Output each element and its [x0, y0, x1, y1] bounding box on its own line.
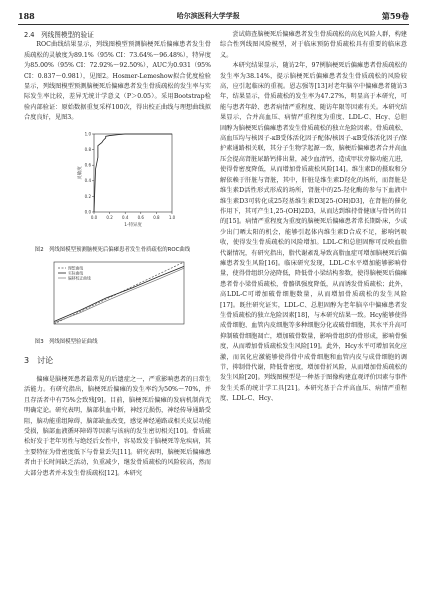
roc-chart	[24, 128, 211, 240]
discussion-paragraph: 偏瘫是脑梗死患者最常见的后遗症之一，严重影响患者的日常生活能力。有研究指出，脑梗死后偏瘫的发生率约为50%～70%，并且存活者中有75%会致残[9]。目前，脑梗死后偏瘫的发病机制尚无明确定论。研究表明，脑部供血中断，神经元损伤，神经传导通路受阻，脑功能重组障碍，脑部缺血改变，感觉神经通路或相关皮层功能受损，脑部血液循环障碍等因素与该病的发生密切相关[10]。骨质疏松好发于老年男性与绝经后女性中，容易致发于脑梗死等危疾病，其主要特征为骨密度低下与骨量丢失[11]。研究表明，脑梗死后偏瘫患者由于长时间缺乏活动，负重减少，继发骨质疏松的风险较高，然而大部分患者并未发生骨质疏松[12]。本研究	[24, 375, 211, 477]
section-3-heading: 3 讨论	[24, 356, 54, 366]
roc-y-tick-label: 0.4	[84, 177, 91, 183]
roc-y-axis-label: 灵敏度	[78, 166, 83, 180]
figure-2-caption: 图2 列线图模型预测脑梗死后偏瘫患者发生骨质疏松的ROC曲线	[34, 247, 191, 254]
journal-title: 哈尔滨医科大学学报	[176, 12, 240, 20]
calibration-legend-label: 理想曲线	[68, 265, 84, 271]
roc-x-tick-label: 0.8	[153, 214, 160, 220]
page-header	[18, 9, 409, 23]
right-column	[220, 30, 407, 405]
roc-y-tick-label: 0.8	[84, 146, 91, 152]
left-column	[24, 30, 211, 479]
right-paragraph-1: 尝试筛查脑梗死后偏瘫患者发生骨质疏松的高危风险人群，构建综合性列线图风险模型，对于临床预防骨质疏松具有重要的临床意义。	[220, 31, 407, 59]
calibration-legend-label: 实际曲线	[68, 270, 84, 276]
roc-y-tick-label: 0.2	[84, 193, 91, 199]
roc-x-tick-label: 0.0	[90, 214, 98, 220]
figure-3-caption: 图3 列线图模型验证曲线	[34, 339, 98, 346]
calibration-chart	[24, 258, 211, 332]
roc-x-tick-label: 0.4	[122, 214, 129, 220]
figure-3	[24, 258, 211, 336]
page-number: 188	[18, 11, 35, 21]
roc-y-tick-label: 1.0	[84, 131, 91, 137]
validation-paragraph: ROC曲线结果显示，列线图模型预测脑梗死后偏瘫患者发生骨质疏松的灵敏度为89.1%（95% CI：73.64%～96.48%），特异度为85.00%（95% CI：72.92%～92.50%），AUC为0.931（95% CI：0.837～0.981），见图2。Hosmer-Lemeshow拟合优度检验显示，列线图模型预测脑梗死后偏瘫患者发生骨质疏松的发生率与实际发生率比较，差异无统计学意义（P＞0.05）。采用Bootstrap检验内部验证：原始数据重复采样100次，得出校正曲线与理想曲线拟合度良好，见图3。	[24, 41, 211, 122]
roc-x-tick-label: 0.2	[106, 214, 113, 220]
calibration-legend-label: 偏移校正曲线	[68, 275, 91, 281]
roc-curve	[94, 134, 172, 212]
roc-x-axis-label: 1-特异度	[124, 222, 142, 228]
roc-x-tick-label: 1.0	[168, 214, 176, 220]
roc-plot-frame	[94, 134, 172, 212]
roc-x-tick-label: 0.6	[137, 214, 144, 220]
roc-y-tick-label: 0.0	[84, 209, 91, 215]
header-rule	[18, 24, 409, 25]
roc-y-tick-label: 0.6	[84, 162, 91, 168]
section-2-4-heading: 2.4 列线图模型的验证	[24, 31, 94, 39]
volume-label: 第59卷	[381, 10, 409, 21]
right-paragraph-2: 本研究结果显示，随访2年，97例脑梗死后偏瘫患者骨质疏松的发生率为38.14%，提示脑梗死后偏瘫患者发生骨质疏松的风险较高，应引起临床的重视。恩志强等[13]对老年脑卒中偏瘫患者随访3年，结果显示，骨质疏松的发生率为47.27%，明显高于本研究，可能与患者年龄、患者病情严重程度、随访年限等因素有关。本研究结果显示，合并高血压、病情严重程度为重度、LDL-C、Hcy、总胆固醇为脑梗死后偏瘫患者发生骨质疏松的独立危险因素。骨质疏松、高血压均与核因子-κB受体活化因子配体/核因子-κB受体活化因子/保护素通路相关联，其分子生物学起源一致，脑梗后偏瘫患者合并高血压会提高肾脏尿路钙排出量，减少血清钙，造成甲状旁腺功能亢进，使得骨密度降低，从而增加骨质疏松风险[14]。维生素D的摄取和分解依赖于肝脏与肾脏，其中，肝脏是维生素D羟化的场所，而肾脏是维生素D活性形式形成的场所，肾脏中的25-羟化酶的参与下血液中维生素D3可转化成25羟基维生素D3[25-(OH)D3]，在肾脏的催化作用下，其可产生1,25-(OH)2D3，从而达到维持骨健康与骨钙的目的[15]。病情严重程度为重度的脑梗死后偏瘫患者常长期卧床，少或少出门晒太阳的机会，能够引起体内维生素D合成不足，影响钙吸收，使得发生骨质疏松的风险增加。LDL-C和总胆固醇可反映血脂代谢情况，有研究指出，脂代谢紊乱导致高脂血症可增加脑梗死后偏瘫患者发生风险[16]。临床研究发现，LDL-C水平增加能够影响骨量，使得骨组织分泌降低，降低骨小梁结构参数，使得脑梗死后偏瘫患者骨小梁骨质疏松，骨骼肌强度降低，从而诱发骨质疏松；此外，高LDL-C可增加破骨细胞数量，从而增加骨质疏松的发生风险[17]。既往研究证实，LDL-C、总胆固醇为老年脑卒中偏瘫患者发生骨质疏松的独立危险因素[18]，与本研究结果一致。Hcy能够使得成骨细胞、血管内皮细胞等多种细胞分化或破骨细胞，其水平升高可抑制破骨细胞凋亡，增加破骨数量，影响骨组织的骨形成，影响骨强度，从而增加骨质疏松发生风险[19]。此外，Hcy水平可增加氧化应激，而氧化应激能够使得骨中成骨细胞和血管内皮与成骨细胞的调节，抑制骨代谢，降低骨密度，增加骨折风险，从而增加骨质疏松的发生风险[20]。列线图模型是一种基于图像构建直观评价因素与事件发生关系的统计学工具[21]。本研究基于合并高血压、病情严重程度、LDL-C、Hcy、	[220, 62, 407, 403]
figure-2	[24, 128, 211, 244]
